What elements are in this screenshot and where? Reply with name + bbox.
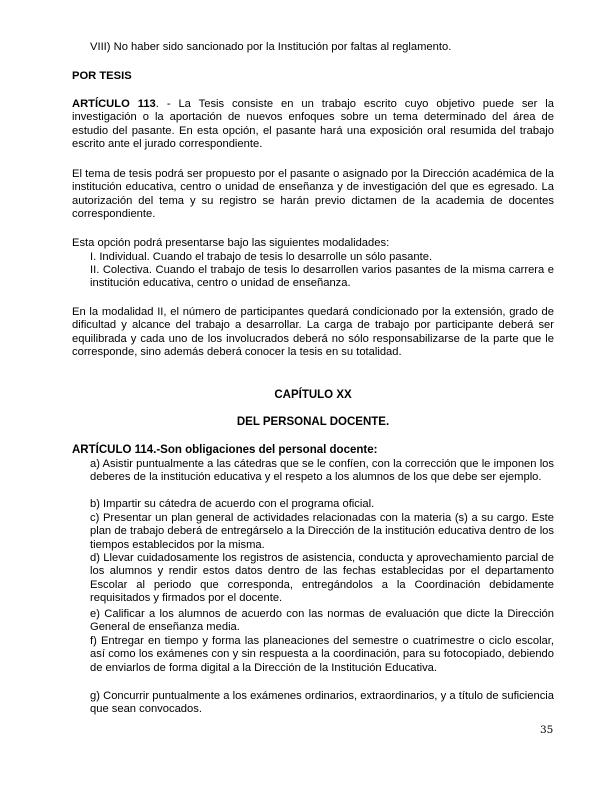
obligation-a: a) Asistir puntualmente a las cátedras que se le confíen, con la corrección que le imponen los deberes de la institución educativa y el respeto a los alumnos de los que debe ser ejemplo.: [90, 458, 554, 484]
chapter-title: CAPÍTULO XX: [274, 389, 352, 401]
item-viii: VIII) No haber sido sancionado por la Institución por faltas al reglamento.: [90, 41, 452, 53]
modalidad-individual: I. Individual. Cuando el trabajo de tesis lo desarrolle un sólo pasante.: [90, 251, 433, 263]
chapter-subtitle: DEL PERSONAL DOCENTE.: [236, 416, 390, 428]
paragraph-modalidad-ii: En la modalidad II, el número de participantes quedará condicionado por la extensión, grado de dificultad y alcance del trabajo a desarrollar. La carga de trabajo por participante deberá ser equilibrada y cada uno de los involucrados deberá no sólo responsabilizarse de la parte que le corresponde, sino además deberá conocer la tesis en su totalidad.: [72, 306, 554, 359]
article-113-text: . - La Tesis consiste en un trabajo escrito cuyo objetivo puede ser la investigación o la aportación de nuevos enfoques sobre un tema determinado del área de estudio del pasante. En esta opción, el pasante hará una exposición oral resumida del trabajo escrito ante el jurado correspondiente.: [72, 98, 555, 151]
paragraph-tema-tesis: El tema de tesis podrá ser propuesto por el pasante o asignado por la Dirección académica de la institución educativa, centro o unidad de enseñanza y de investigación del que es egresado. La autorización del tema y su registro se harán previo dictamen de la academia de docentes correspondiente.: [72, 168, 554, 221]
page-number: 35: [540, 724, 554, 736]
obligation-c: c) Presentar un plan general de actividades relacionadas con la materia (s) a su cargo. Este plan de trabajo deberá de entregárselo a la Dirección de la institución educativa dentro de los tiempos establecidos por la misma.: [90, 512, 554, 551]
paragraph-modalidades: Esta opción podrá presentarse bajo las siguientes modalidades:: [72, 237, 390, 249]
modalidad-colectiva: II. Colectiva. Cuando el trabajo de tesis lo desarrollen varios pasantes de la misma carrera e institución educativa, centro o unidad de enseñanza.: [90, 264, 554, 290]
obligation-g: g) Concurrir puntualmente a los exámenes ordinarios, extraordinarios, y a título de suficiencia que sean convocados.: [90, 690, 554, 716]
obligation-b: b) Impartir su cátedra de acuerdo con el programa oficial.: [90, 498, 375, 510]
article-113: [72, 98, 554, 152]
obligation-d: d) Llevar cuidadosamente los registros de asistencia, conducta y aprovechamiento parcial de los alumnos y rendir estos datos dentro de las fechas establecidas por el departamento Escolar al periodo que corresponda, entregándolos a la Coordinación debidamente requisitados y firmados por el docente.: [90, 552, 554, 605]
section-heading-por-tesis: POR TESIS: [72, 70, 132, 82]
obligation-f: f) Entregar en tiempo y forma las planeaciones del semestre o cuatrimestre o ciclo escolar, así como los exámenes con y sin respuesta a la coordinación, para su fotocopiado, debiendo de enviarlos de forma digital a la Dirección de la Institución Educativa.: [90, 635, 554, 674]
article-114-heading: ARTÍCULO 114.-Son obligaciones del personal docente:: [72, 444, 378, 456]
article-113-label: ARTÍCULO 113: [72, 98, 156, 110]
obligation-e: e) Calificar a los alumnos de acuerdo con las normas de evaluación que dicte la Dirección General de enseñanza media.: [90, 608, 554, 634]
